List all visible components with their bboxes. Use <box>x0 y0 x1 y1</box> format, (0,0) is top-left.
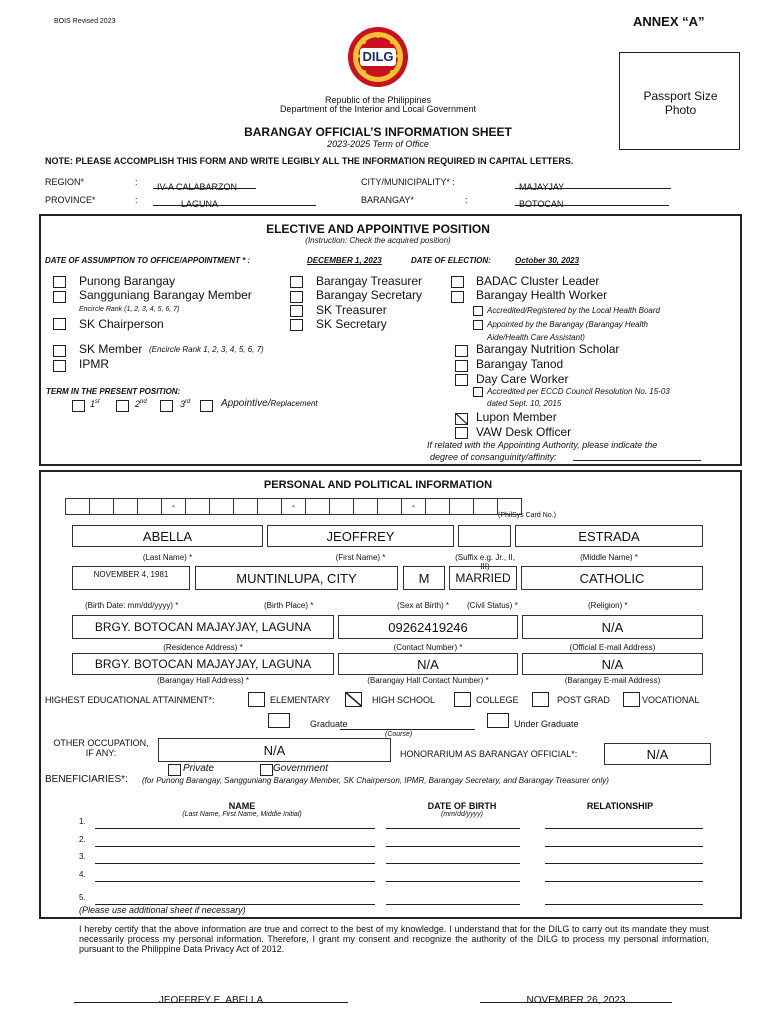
government-checkbox[interactable] <box>260 764 273 776</box>
other-occupation-label: OTHER OCCUPATION, <box>53 738 149 748</box>
elective-instruction: (Instruction: Check the acquired position) <box>305 236 451 245</box>
republic-label: Republic of the Philippines <box>324 95 432 105</box>
name-column-sub: (Last Name, First Name, Middle Initial) <box>182 811 302 818</box>
punong-label: Punong Barangay <box>79 274 176 288</box>
philsys-digit-cell[interactable] <box>425 498 450 515</box>
philsys-digit-cell[interactable] <box>209 498 234 515</box>
government-label: Government <box>273 763 329 774</box>
term-3rd-checkbox[interactable] <box>160 400 173 412</box>
beneficiary-name-field[interactable] <box>95 895 375 905</box>
name-column-header: NAME <box>228 801 256 811</box>
revision-label: BOIS Revised 2023 <box>54 18 116 25</box>
beneficiary-row-number: 5. <box>79 893 86 902</box>
nutrition-label: Barangay Nutrition Scholar <box>476 342 620 356</box>
vaw-checkbox[interactable] <box>455 427 468 439</box>
philsys-digit-cell[interactable] <box>185 498 210 515</box>
philsys-dash: - <box>401 498 426 515</box>
sk-treasurer-checkbox[interactable] <box>290 305 303 317</box>
signature-date: NOVEMBER 26, 2023 <box>526 995 626 1006</box>
form-title: BARANGAY OFFICIAL’S INFORMATION SHEET <box>244 125 512 139</box>
undergrad-checkbox[interactable] <box>487 713 509 728</box>
philsys-digit-cell[interactable] <box>113 498 138 515</box>
hall-address-label: (Barangay Hall Address) * <box>156 676 250 685</box>
elementary-label: ELEMENTARY <box>270 695 331 705</box>
private-label: Private <box>183 763 215 774</box>
high-school-label: HIGH SCHOOL <box>372 695 436 705</box>
philsys-digit-cell[interactable] <box>233 498 258 515</box>
sk-member-label: SK Member <box>79 342 143 356</box>
secretary-label: Barangay Secretary <box>316 288 423 302</box>
beneficiary-name-field[interactable] <box>95 819 375 829</box>
term-appointive-label: Appointive/Replacement <box>221 398 318 409</box>
related-label-2: degree of consanguinity/affinity: <box>430 452 557 462</box>
college-checkbox[interactable] <box>454 692 471 707</box>
certification-text: I hereby certify that the above information are true and correct to the best of my knowledge. I understand that for the DILG to carry out its mandate they must necessarily process my personal information. Therefore, I grant my consent and recognize the authority of the DILG to process my personal information, pursuant to the Philippine Data Privacy Act of 2012. <box>79 924 709 954</box>
dob-column-header: DATE OF BIRTH <box>427 801 497 811</box>
term-subtitle: 2023-2025 Term of Office <box>327 139 429 149</box>
vaw-label: VAW Desk Officer <box>476 425 572 439</box>
term-present-label: TERM IN THE PRESENT POSITION: <box>46 387 181 396</box>
graduate-label: Graduate <box>310 719 348 729</box>
philsys-digit-cell[interactable] <box>449 498 474 515</box>
philsys-dash: - <box>161 498 186 515</box>
beneficiary-name-field[interactable] <box>95 872 375 882</box>
contact-label: (Contact Number) * <box>393 643 463 652</box>
philsys-digit-cell[interactable] <box>473 498 498 515</box>
province-field[interactable] <box>153 194 316 209</box>
beneficiaries-label: BENEFICIARIES*: <box>45 774 128 785</box>
sex-field[interactable]: M <box>403 566 445 590</box>
daycare-label: Day Care Worker <box>476 372 569 386</box>
tanod-label: Barangay Tanod <box>476 357 564 371</box>
beneficiary-row-number: 2. <box>79 835 86 844</box>
beneficiary-relationship-field[interactable] <box>545 895 703 905</box>
ipmr-checkbox[interactable] <box>53 360 66 372</box>
beneficiary-dob-field[interactable] <box>386 819 520 829</box>
signature-name: JEOFFREY E. ABELLA <box>158 995 264 1006</box>
post-grad-checkbox[interactable] <box>532 692 549 707</box>
sk-chair-checkbox[interactable] <box>53 318 66 330</box>
elementary-checkbox[interactable] <box>248 692 265 707</box>
daycare-checkbox[interactable] <box>455 374 468 386</box>
colon: : <box>135 195 138 205</box>
lupon-label: Lupon Member <box>476 410 557 424</box>
election-date[interactable]: October 30, 2023 <box>515 256 580 265</box>
email-field[interactable]: N/A <box>522 615 703 639</box>
punong-checkbox[interactable] <box>53 276 66 288</box>
election-label: DATE OF ELECTION: <box>411 256 491 265</box>
lupon-checkbox[interactable] <box>455 413 468 425</box>
philsys-digit-cell[interactable] <box>329 498 354 515</box>
consanguinity-field[interactable] <box>573 449 701 461</box>
dob-column-sub: (mm/dd/yyyy) <box>441 811 483 818</box>
philsys-label: (PhilSys Card No.) <box>498 512 556 519</box>
treasurer-label: Barangay Treasurer <box>316 274 423 288</box>
sk-secretary-label: SK Secretary <box>316 317 387 331</box>
related-label: If related with the Appointing Authority, please indicate the <box>427 440 658 450</box>
logo-text: DILG <box>360 48 396 66</box>
sk-member-checkbox[interactable] <box>53 345 66 357</box>
beneficiary-dob-field[interactable] <box>386 854 520 864</box>
sk-secretary-checkbox[interactable] <box>290 319 303 331</box>
contact-field[interactable]: 09262419246 <box>338 615 518 639</box>
undergrad-label: Under Graduate <box>514 719 579 729</box>
college-label: COLLEGE <box>476 695 519 705</box>
philsys-digit-cell[interactable] <box>89 498 114 515</box>
other-occupation-label-2: IF ANY: <box>85 748 117 758</box>
beneficiary-row-number: 3. <box>79 852 86 861</box>
term-1st-label: 1st <box>90 399 100 409</box>
beneficiary-name-field[interactable] <box>95 837 375 847</box>
education-label: HIGHEST EDUCATIONAL ATTAINMENT*: <box>45 695 215 705</box>
encircle-rank-label-2: (Encircle Rank 1, 2, 3, 4, 5, 6, 7) <box>149 345 264 354</box>
department-label: Department of the Interior and Local Government <box>279 104 477 114</box>
philsys-field[interactable] <box>66 498 522 515</box>
personal-heading: PERSONAL AND POLITICAL INFORMATION <box>263 479 493 491</box>
birth-date-label: (Birth Date: mm/dd/yyyy) * <box>85 601 179 610</box>
high-school-checkbox[interactable] <box>345 692 362 707</box>
badac-checkbox[interactable] <box>451 276 464 288</box>
sk-treasurer-label: SK Treasurer <box>316 303 387 317</box>
elective-heading: ELECTIVE AND APPOINTIVE POSITION <box>266 222 490 236</box>
hall-contact-label: (Barangay Hall Contact Number) * <box>367 676 489 685</box>
barangay-value: BOTOCAN <box>519 199 564 209</box>
first-name-field[interactable]: JEOFFREY <box>267 525 454 547</box>
city-field[interactable] <box>515 177 671 192</box>
sk-chair-label: SK Chairperson <box>79 317 164 331</box>
sangguniang-label: Sangguniang Barangay Member <box>79 288 252 302</box>
suffix-label: (Suffix e.g. Jr., II, III) <box>455 553 515 571</box>
residence-field[interactable]: BRGY. BOTOCAN MAJAYJAY, LAGUNA <box>72 615 334 639</box>
region-field[interactable] <box>153 177 256 192</box>
city-label: CITY/MUNICIPALITY* : <box>361 177 455 187</box>
philsys-digit-cell[interactable] <box>257 498 282 515</box>
sangguniang-checkbox[interactable] <box>53 291 66 303</box>
province-value: LAGUNA <box>181 199 219 209</box>
region-label: REGION* <box>45 177 85 187</box>
religion-field[interactable]: CATHOLIC <box>521 566 703 590</box>
last-name-field[interactable]: ABELLA <box>72 525 263 547</box>
relationship-column-header: RELATIONSHIP <box>586 801 654 811</box>
secretary-checkbox[interactable] <box>290 291 303 303</box>
sex-label: (Sex at Birth) * <box>397 601 450 610</box>
philsys-digit-cell[interactable] <box>353 498 378 515</box>
badac-label: BADAC Cluster Leader <box>476 274 600 288</box>
other-occupation-field[interactable]: N/A <box>158 738 391 762</box>
birth-date-field[interactable]: NOVEMBER 4, 1981 <box>72 566 190 590</box>
beneficiary-name-field[interactable] <box>95 854 375 864</box>
beneficiary-relationship-field[interactable] <box>545 819 703 829</box>
assumption-date[interactable]: DECEMBER 1, 2023 <box>307 256 382 265</box>
term-2nd-checkbox[interactable] <box>116 400 129 412</box>
signature-date-field[interactable] <box>480 990 672 1006</box>
colon: : <box>465 195 468 205</box>
encircle-rank-label: Encircle Rank (1, 2, 3, 4, 5, 6, 7) <box>79 306 180 313</box>
philsys-digit-cell[interactable] <box>137 498 162 515</box>
course-label: (Course) <box>385 731 413 738</box>
beneficiary-row-number: 1. <box>79 817 86 826</box>
appointed-checkbox[interactable] <box>473 320 483 330</box>
health-worker-checkbox[interactable] <box>451 291 464 303</box>
post-grad-label: POST GRAD <box>557 695 610 705</box>
middle-name-field[interactable]: ESTRADA <box>515 525 703 547</box>
beneficiary-row-number: 4. <box>79 870 86 879</box>
course-field[interactable] <box>340 718 475 730</box>
dilg-logo <box>342 26 414 88</box>
beneficiary-relationship-field[interactable] <box>545 837 703 847</box>
annex-label: ANNEX “A” <box>633 14 705 29</box>
barangay-label: BARANGAY* <box>361 195 414 205</box>
philsys-digit-cell[interactable] <box>305 498 330 515</box>
hall-email-field[interactable]: N/A <box>522 653 703 675</box>
accredited-label: Accredited/Registered by the Local Health Board <box>487 306 660 315</box>
photo-label: Passport Size Photo <box>643 89 718 117</box>
civil-status-label: (Civil Status) * <box>467 601 518 610</box>
private-checkbox[interactable] <box>168 764 181 776</box>
elective-section <box>39 214 742 466</box>
eccd-label: Accredited per ECCD Council Resolution No. 15-03 <box>487 387 670 396</box>
hall-email-label: (Barangay E-mail Address) <box>564 676 661 685</box>
appointed-label: Appointed by the Barangay (Barangay Health <box>487 320 648 329</box>
vocational-label: VOCATIONAL <box>642 695 700 705</box>
accredited-checkbox[interactable] <box>473 306 483 316</box>
hall-contact-field[interactable]: N/A <box>338 653 518 675</box>
beneficiary-dob-field[interactable] <box>386 837 520 847</box>
barangay-field[interactable] <box>515 194 669 209</box>
birth-place-field[interactable]: MUNTINLUPA, CITY <box>195 566 398 590</box>
assumption-label: DATE OF ASSUMPTION TO OFFICE/APPOINTMENT * : <box>45 256 251 265</box>
philsys-digit-cell[interactable] <box>377 498 402 515</box>
beneficiary-dob-field[interactable] <box>386 872 520 882</box>
ipmr-label: IPMR <box>79 357 109 371</box>
note-text: NOTE: PLEASE ACCOMPLISH THIS FORM AND WRITE LEGIBLY ALL THE INFORMATION REQUIRED IN CAPITAL LETTERS. <box>45 156 574 166</box>
term-2nd-label: 2nd <box>135 399 147 409</box>
colon: : <box>135 177 138 187</box>
term-appointive-checkbox[interactable] <box>200 400 213 412</box>
beneficiaries-note: (for Punong Barangay, Sangguniang Barangay Member, SK Chairperson, IPMR, Barangay Secretary, and Barangay Treasurer only) <box>142 776 609 785</box>
beneficiary-dob-field[interactable] <box>386 895 520 905</box>
honorarium-field[interactable]: N/A <box>604 743 711 765</box>
birth-place-label: (Birth Place) * <box>264 601 314 610</box>
middle-name-label: (Middle Name) * <box>580 553 638 562</box>
beneficiary-relationship-field[interactable] <box>545 854 703 864</box>
hall-address-field[interactable]: BRGY. BOTOCAN MAJAYJAY, LAGUNA <box>72 653 334 675</box>
nutrition-checkbox[interactable] <box>455 345 468 357</box>
treasurer-checkbox[interactable] <box>290 276 303 288</box>
religion-label: (Religion) * <box>588 601 628 610</box>
beneficiary-relationship-field[interactable] <box>545 872 703 882</box>
health-worker-label: Barangay Health Worker <box>476 288 608 302</box>
suffix-field[interactable] <box>458 525 511 547</box>
philsys-digit-cell[interactable] <box>65 498 90 515</box>
appointed-label-2: Aide/Health Care Assistant) <box>487 333 585 342</box>
honorarium-label: HONORARIUM AS BARANGAY OFFICIAL*: <box>400 749 578 759</box>
graduate-checkbox[interactable] <box>268 713 290 728</box>
email-label: (Official E-mail Address) <box>569 643 656 652</box>
city-value: MAJAYJAY <box>519 182 565 192</box>
residence-label: (Residence Address) * <box>163 643 243 652</box>
additional-note: (Please use additional sheet if necessary) <box>79 905 246 915</box>
region-value: IV-A CALABARZON <box>157 182 238 192</box>
term-1st-checkbox[interactable] <box>72 400 85 412</box>
tanod-checkbox[interactable] <box>455 360 468 372</box>
last-name-label: (Last Name) * <box>142 553 193 562</box>
vocational-checkbox[interactable] <box>623 692 640 707</box>
photo-box[interactable] <box>619 52 740 150</box>
first-name-label: (First Name) * <box>335 553 386 562</box>
province-label: PROVINCE* <box>45 195 96 205</box>
eccd-checkbox[interactable] <box>473 387 483 397</box>
eccd-label-2: dated Sept. 10, 2015 <box>487 399 562 408</box>
term-3rd-label: 3rd <box>180 399 191 409</box>
civil-status-field[interactable]: MARRIED <box>449 566 517 590</box>
signature-name-field[interactable] <box>74 990 348 1006</box>
philsys-dash: - <box>281 498 306 515</box>
